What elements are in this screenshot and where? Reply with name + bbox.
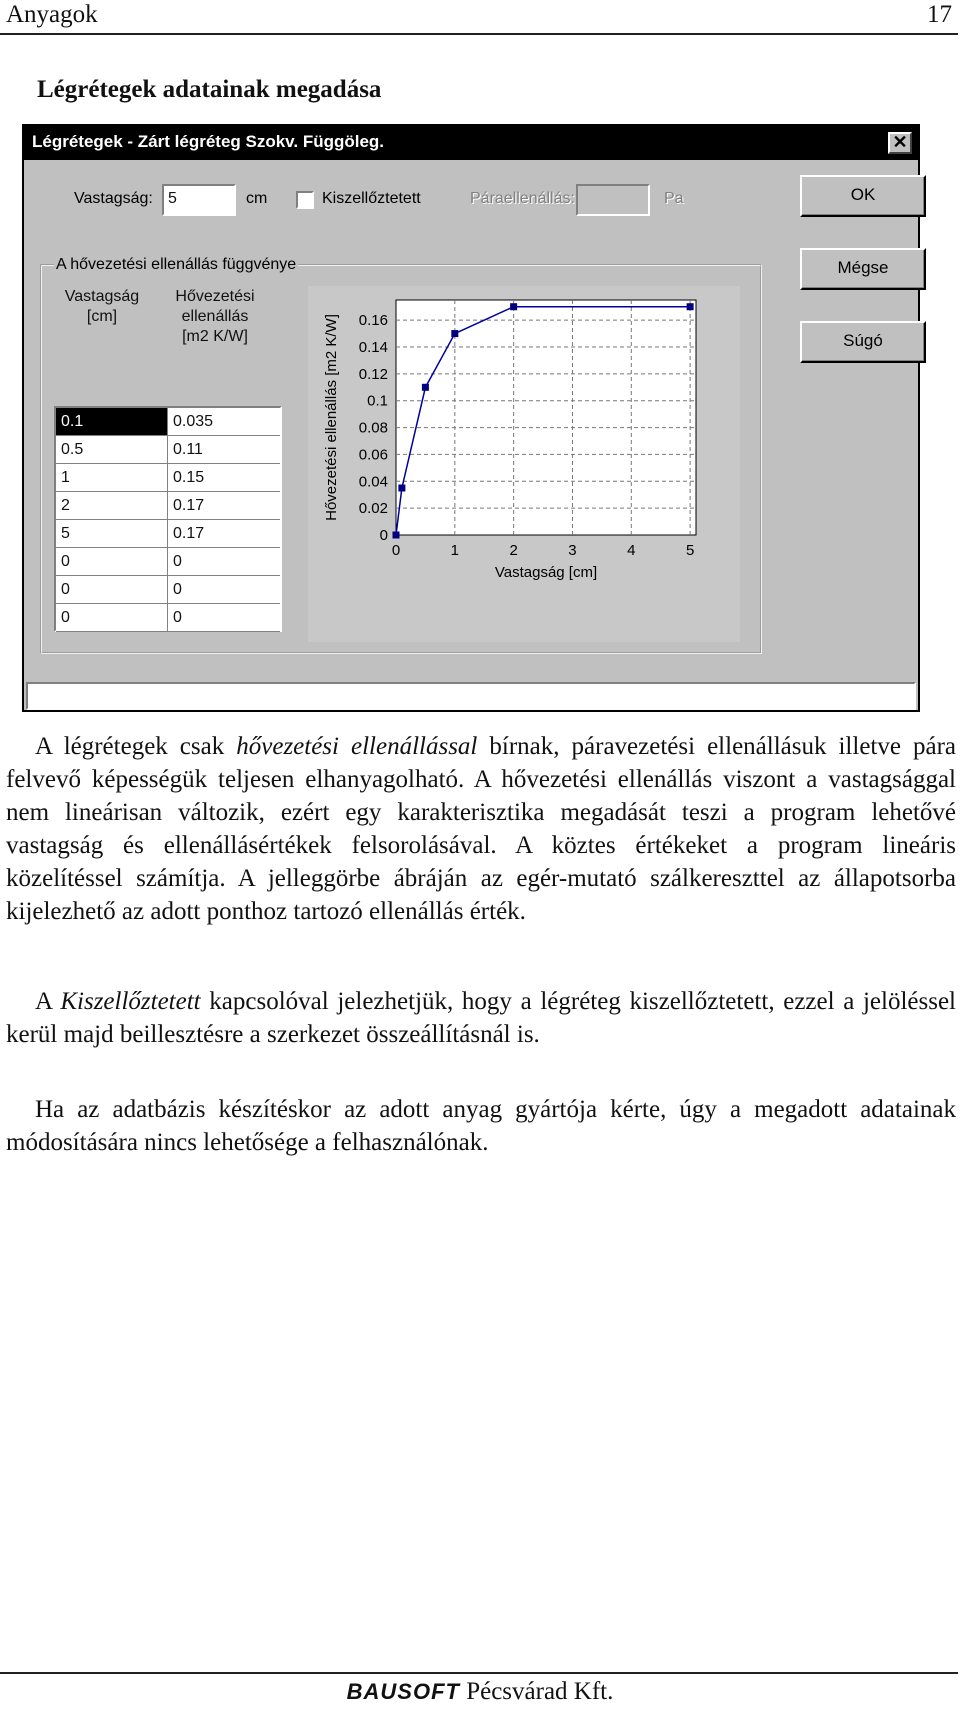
status-bar [26, 682, 916, 710]
text-run: Ha az adatbázis készítéskor az adott anyag gyártója kérte, úgy a megadott adatainak módosítására nincs lehetősége a felhasználónak. [6, 1096, 956, 1156]
thickness-column-header [52, 287, 152, 327]
y-tick-label: 0.04 [358, 473, 388, 491]
dialog-titlebar [24, 126, 918, 160]
y-tick-label: 0.1 [367, 392, 388, 410]
header-line: Vastagság [64, 288, 140, 305]
ventilated-checkbox[interactable] [296, 191, 314, 209]
resistance-chart[interactable] [308, 286, 740, 642]
text-run-italic: hővezetési ellenállással [236, 733, 478, 760]
data-point [451, 330, 458, 337]
ventilated-label: Kiszellőztetett [322, 190, 421, 207]
x-tick-label: 4 [627, 542, 636, 559]
text-run: A [35, 988, 61, 1015]
chart-svg[interactable] [308, 286, 740, 642]
header-line: Hővezetési [175, 288, 255, 305]
thickness-unit: cm [246, 190, 268, 207]
data-point [510, 303, 517, 310]
group-label: A hővezetési ellenállás függvénye [56, 256, 297, 273]
text-run: kapcsolóval jelezhetjük, hogy a légréteg kiszellőztetett, ezzel a jelöléssel kerül majd beillesztésre a szerkezet összeállításnál is. [6, 988, 956, 1048]
y-tick-label: 0 [379, 527, 388, 544]
air-layer-dialog [22, 124, 920, 712]
y-tick-label: 0.08 [358, 419, 388, 437]
company-name: Pécsvárad Kft. [459, 1678, 614, 1705]
grid-cell[interactable]: 0 [173, 553, 182, 570]
x-tick-label: 2 [509, 542, 518, 559]
chapter-title: Anyagok [6, 1, 98, 28]
grid-row[interactable] [56, 548, 280, 576]
text-run: A légrétegek csak [35, 733, 237, 760]
paragraph-1 [6, 730, 956, 928]
vapor-resistance-input[interactable] [576, 184, 650, 216]
x-tick-label: 5 [685, 542, 695, 559]
plot-area [396, 300, 696, 535]
x-tick-label: 3 [568, 542, 577, 559]
grid-cell[interactable]: 0.17 [173, 525, 205, 542]
close-icon[interactable]: ✕ [888, 132, 912, 154]
text-run: bírnak, páravezetési ellenállásuk illetve pára felvevő képességük teljesen elhanyagolható. A hővezetési ellenállás viszont a vastagsággal nem lineárisan változik, ezért egy karakterisztika megadását teszi a program lehetővé vastagság és ellenállásértékek felsorolásával. A köztes értékeket a program lineáris közelítéssel számítja. A jelleggörbe ábráján az egér-mutató szálkereszttel az állapotsorba kijelezhető az adott ponthoz tartozó ellenállás érték. [6, 733, 956, 925]
grid-row[interactable] [56, 604, 280, 632]
vapor-resistance-unit: Pa [664, 190, 684, 207]
header-line: [m2 K/W] [182, 328, 248, 345]
grid-row[interactable] [56, 408, 280, 436]
paragraph-2 [6, 985, 956, 1051]
grid-cell[interactable]: 1 [56, 464, 168, 491]
y-tick-label: 0.16 [358, 312, 388, 330]
grid-row[interactable] [56, 436, 280, 464]
data-point [393, 532, 400, 539]
grid-cell[interactable]: 0.17 [173, 497, 205, 514]
dialog-title: Légrétegek - Zárt légréteg Szokv. Függöleg. [32, 132, 385, 151]
data-point [422, 384, 429, 391]
grid-cell[interactable]: 2 [56, 492, 168, 519]
y-axis-label: Hővezetési ellenállás [m2 K/W] [323, 314, 340, 521]
footer-rule [0, 1672, 958, 1674]
y-tick-label: 0.06 [358, 446, 388, 464]
vapor-resistance-label: Páraellenállás: [470, 190, 575, 207]
ok-button[interactable]: OK [800, 175, 926, 217]
grid-cell[interactable]: 0.15 [173, 469, 205, 486]
header-line: [cm] [86, 308, 118, 325]
grid-cell[interactable]: 0 [173, 609, 182, 626]
grid-cell[interactable]: 0.11 [173, 441, 203, 458]
x-tick-label: 0 [391, 542, 401, 559]
grid-cell[interactable]: 0.1 [56, 408, 168, 435]
page-header [0, 0, 958, 35]
grid-cell[interactable]: 0 [56, 548, 168, 575]
section-title: Légrétegek adatainak megadása [37, 76, 382, 103]
header-line: ellenállás [181, 308, 249, 325]
x-tick-label: 1 [450, 542, 459, 559]
data-grid [54, 406, 282, 632]
grid-row[interactable] [56, 576, 280, 604]
footer [0, 1678, 960, 1706]
data-point [398, 485, 405, 492]
grid-cell[interactable]: 0 [173, 581, 182, 598]
grid-row[interactable] [56, 520, 280, 548]
cancel-button[interactable]: Mégse [800, 248, 926, 290]
x-axis-label: Vastagság [cm] [494, 564, 598, 581]
bausoft-logo: BAUSOFT [346, 1679, 460, 1704]
help-button[interactable]: Súgó [800, 321, 926, 363]
grid-cell[interactable]: 0.035 [173, 413, 214, 430]
grid-row[interactable] [56, 492, 280, 520]
grid-cell[interactable]: 0 [56, 604, 168, 631]
resistance-column-header [160, 287, 270, 347]
paragraph-3 [6, 1093, 956, 1159]
thickness-label: Vastagság: [74, 190, 153, 207]
y-tick-label: 0.14 [358, 339, 388, 356]
grid-cell[interactable]: 0.5 [56, 436, 168, 463]
y-tick-label: 0.02 [358, 500, 388, 518]
data-point [687, 303, 694, 310]
page-number: 17 [927, 1, 952, 28]
text-run-italic: Kiszellőztetett [60, 988, 201, 1015]
thickness-input[interactable]: 5 [162, 184, 236, 216]
grid-row[interactable] [56, 464, 280, 492]
y-tick-label: 0.12 [358, 365, 388, 383]
grid-cell[interactable]: 5 [56, 520, 168, 547]
grid-cell[interactable]: 0 [56, 576, 168, 603]
